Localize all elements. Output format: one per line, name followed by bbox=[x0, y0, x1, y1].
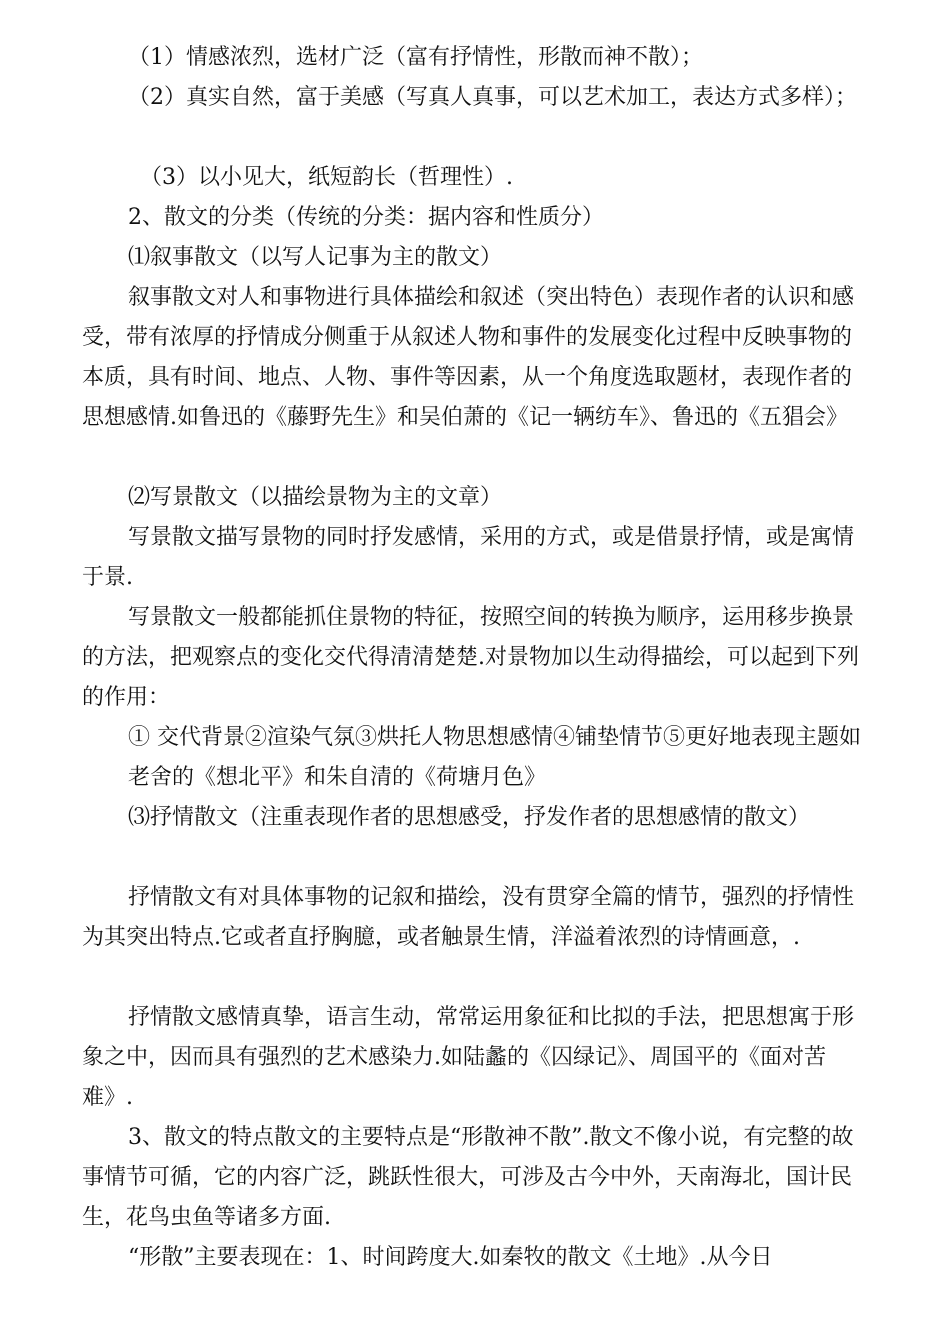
paragraph-prose-characteristics: 3、散文的特点散文的主要特点是“形散神不散”.散文不像小说，有完整的故事情节可循，它的内容广泛，跳跃性很大，可涉及古今中外，天南海北，国计民生，花鸟虫鱼等诸多方面. bbox=[82, 1125, 854, 1230]
paragraph-feature-1: （1）情感浓烈，选材广泛（富有抒情性，形散而神不散）； bbox=[128, 45, 703, 70]
paragraph-form-scattered: “形散”主要表现在：1、时间跨度大.如秦牧的散文《土地》.从今日 bbox=[128, 1245, 773, 1270]
subheading-lyrical-prose: ⑶抒情散文（注重表现作者的思想感受，抒发作者的思想感情的散文） bbox=[128, 805, 811, 830]
paragraph-landscape-prose-2: 写景散文一般都能抓住景物的特征，按照空间的转换为顺序，运用移步换景的方法，把观察点的变化交代得清清楚楚.对景物加以生动得描绘，可以起到下列的作用： bbox=[82, 605, 859, 710]
paragraph-feature-2: （2）真实自然，富于美感（写真人真事，可以艺术加工，表达方式多样）； bbox=[128, 85, 857, 110]
subheading-landscape-prose: ⑵写景散文（以描绘景物为主的文章） bbox=[128, 485, 503, 510]
paragraph-landscape-prose-1: 写景散文描写景物的同时抒发感情，采用的方式，或是借景抒情，或是寓情于景. bbox=[82, 525, 855, 590]
paragraph-narrative-prose: 叙事散文对人和事物进行具体描绘和叙述（突出特色）表现作者的认识和感受，带有浓厚的抒情成分侧重于从叙述人物和事件的发展变化过程中反映事物的本质，具有时间、地点、人物、事件等因素，从一个角度选取题材，表现作者的思想感情.如鲁迅的《藤野先生》和吴伯萧的《记一辆纺车》、鲁迅的《五猖会》 bbox=[82, 285, 855, 430]
paragraph-lyrical-prose-2: 抒情散文感情真挚，语言生动，常常运用象征和比拟的手法，把思想寓于形象之中，因而具有强烈的艺术感染力.如陆蠡的《囚绿记》、周国平的《面对苦难》. bbox=[82, 1005, 855, 1110]
subheading-narrative-prose: ⑴叙事散文（以写人记事为主的散文） bbox=[128, 245, 503, 270]
paragraph-feature-3: （3）以小见大，纸短韵长（哲理性）. bbox=[140, 165, 513, 190]
paragraph-lyrical-prose-1: 抒情散文有对具体事物的记叙和描绘，没有贯穿全篇的情节，强烈的抒情性为其突出特点.它或者直抒胸臆，或者触景生情，洋溢着浓烈的诗情画意，. bbox=[82, 885, 855, 950]
paragraph-landscape-functions: ① 交代背景②渲染气氛③烘托人物思想感情④铺垫情节⑤更好地表现主题如老舍的《想北平》和朱自清的《荷塘月色》 bbox=[128, 725, 861, 790]
section-heading-classification: 2、散文的分类（传统的分类：据内容和性质分） bbox=[128, 205, 604, 230]
